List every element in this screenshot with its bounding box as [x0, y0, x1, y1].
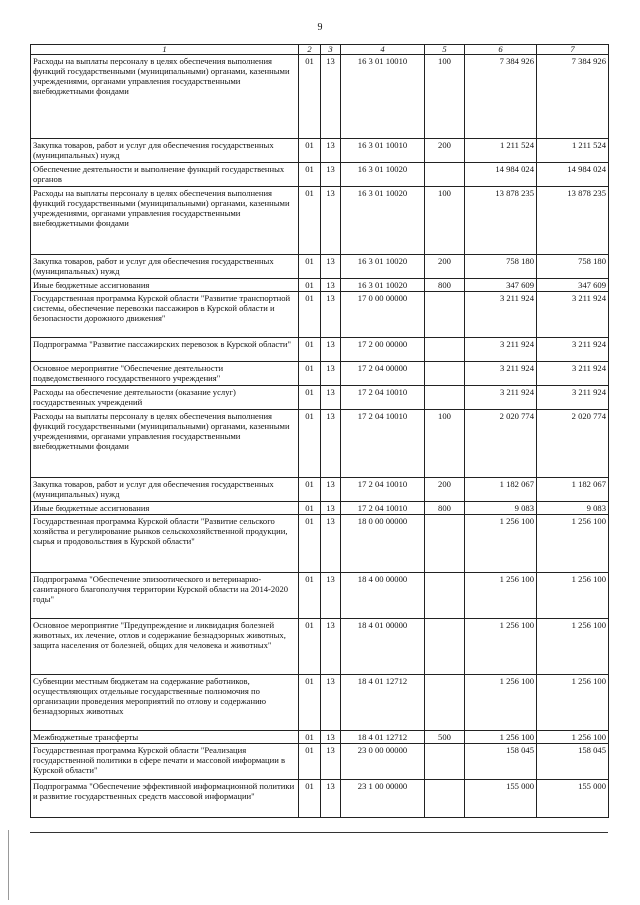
row-cell: 16 3 01 10010 — [341, 55, 425, 139]
table-row — [31, 139, 609, 163]
row-cell: 13 — [321, 386, 341, 410]
row-cell: 1 256 100 — [465, 515, 537, 573]
row-cell — [425, 675, 465, 731]
row-cell: 13 — [321, 292, 341, 338]
row-cell — [425, 515, 465, 573]
row-description: Расходы на выплаты персоналу в целях обеспечения выполнения функций государственными (муниципальными) органами, казенными учреждениями, органами управления государственными внебюджетными фондами — [31, 410, 299, 478]
row-description: Подпрограмма "Развитие пассажирских перевозок в Курской области" — [31, 338, 299, 362]
row-cell: 01 — [299, 731, 321, 744]
row-cell: 13 — [321, 675, 341, 731]
row-cell: 01 — [299, 744, 321, 780]
column-header: 3 — [321, 45, 341, 55]
row-cell: 14 984 024 — [465, 163, 537, 187]
table-row — [31, 478, 609, 502]
table-row — [31, 515, 609, 573]
row-cell: 01 — [299, 515, 321, 573]
row-cell: 13 — [321, 515, 341, 573]
column-header: 6 — [465, 45, 537, 55]
row-cell: 17 2 00 00000 — [341, 338, 425, 362]
row-description: Подпрограмма "Обеспечение эффективной информационной политики и развитие государственных средств массовой информации" — [31, 780, 299, 818]
row-cell: 1 256 100 — [537, 619, 609, 675]
row-cell: 3 211 924 — [465, 362, 537, 386]
row-cell: 200 — [425, 139, 465, 163]
row-cell: 13 — [321, 139, 341, 163]
row-cell: 01 — [299, 163, 321, 187]
row-cell: 347 609 — [537, 279, 609, 292]
table-row — [31, 573, 609, 619]
row-cell: 3 211 924 — [465, 386, 537, 410]
table-row — [31, 386, 609, 410]
row-cell: 16 3 01 10010 — [341, 139, 425, 163]
row-cell: 3 211 924 — [465, 292, 537, 338]
table-row — [31, 362, 609, 386]
row-cell: 3 211 924 — [537, 292, 609, 338]
row-cell: 13 — [321, 187, 341, 255]
table-row — [31, 163, 609, 187]
row-cell: 13 — [321, 573, 341, 619]
table-bottom-line — [30, 832, 608, 833]
row-cell: 7 384 926 — [465, 55, 537, 139]
row-cell — [425, 362, 465, 386]
row-cell: 500 — [425, 731, 465, 744]
row-cell: 01 — [299, 279, 321, 292]
row-cell: 800 — [425, 279, 465, 292]
row-cell: 18 4 01 12712 — [341, 675, 425, 731]
column-header: 1 — [31, 45, 299, 55]
row-cell: 16 3 01 10020 — [341, 279, 425, 292]
table-row — [31, 780, 609, 818]
table-row — [31, 502, 609, 515]
row-cell — [425, 163, 465, 187]
row-cell: 16 3 01 10020 — [341, 163, 425, 187]
row-cell: 100 — [425, 55, 465, 139]
row-cell: 9 083 — [537, 502, 609, 515]
table-row — [31, 675, 609, 731]
row-cell: 1 256 100 — [465, 675, 537, 731]
row-cell: 13 — [321, 338, 341, 362]
header-row — [31, 45, 609, 55]
row-cell: 01 — [299, 573, 321, 619]
row-cell: 18 4 00 00000 — [341, 573, 425, 619]
row-cell: 01 — [299, 255, 321, 279]
row-cell: 01 — [299, 139, 321, 163]
column-header: 5 — [425, 45, 465, 55]
row-cell: 16 3 01 10020 — [341, 187, 425, 255]
row-cell: 17 0 00 00000 — [341, 292, 425, 338]
row-cell: 155 000 — [465, 780, 537, 818]
row-description: Иные бюджетные ассигнования — [31, 279, 299, 292]
row-cell: 158 045 — [465, 744, 537, 780]
scan-edge-line — [8, 830, 9, 900]
row-cell: 13 — [321, 619, 341, 675]
row-cell: 18 4 01 12712 — [341, 731, 425, 744]
row-cell: 01 — [299, 780, 321, 818]
row-cell: 01 — [299, 338, 321, 362]
row-cell: 01 — [299, 478, 321, 502]
table-row — [31, 410, 609, 478]
row-cell: 1 256 100 — [537, 731, 609, 744]
row-cell — [425, 619, 465, 675]
row-description: Основное мероприятие "Обеспечение деятельности подведомственного государственного учреждения" — [31, 362, 299, 386]
row-cell: 7 384 926 — [537, 55, 609, 139]
table-row — [31, 255, 609, 279]
row-cell: 2 020 774 — [465, 410, 537, 478]
column-header: 4 — [341, 45, 425, 55]
row-cell: 17 2 04 10010 — [341, 386, 425, 410]
row-cell: 200 — [425, 478, 465, 502]
row-description: Субвенции местным бюджетам на содержание работников, осуществляющих отдельные государственные полномочия по организации проведения мероприятий по отлову и содержанию безнадзорных животных — [31, 675, 299, 731]
row-cell: 1 256 100 — [537, 675, 609, 731]
row-cell: 23 1 00 00000 — [341, 780, 425, 818]
row-cell: 01 — [299, 675, 321, 731]
row-cell: 13 — [321, 744, 341, 780]
row-cell: 17 2 04 00000 — [341, 362, 425, 386]
row-cell: 1 256 100 — [465, 619, 537, 675]
row-description: Государственная программа Курской области "Реализация государственной политики в сфере печати и массовой информации в Курской области" — [31, 744, 299, 780]
table-row — [31, 187, 609, 255]
row-cell: 13 — [321, 780, 341, 818]
row-description: Межбюджетные трансферты — [31, 731, 299, 744]
row-cell: 16 3 01 10020 — [341, 255, 425, 279]
row-cell: 800 — [425, 502, 465, 515]
row-cell: 14 984 024 — [537, 163, 609, 187]
row-cell: 18 0 00 00000 — [341, 515, 425, 573]
row-cell — [425, 744, 465, 780]
row-cell: 13 — [321, 55, 341, 139]
row-description: Расходы на выплаты персоналу в целях обеспечения выполнения функций государственными (муниципальными) органами, казенными учреждениями, органами управления государственными внебюджетными фондами — [31, 55, 299, 139]
table-row — [31, 338, 609, 362]
row-cell — [425, 573, 465, 619]
row-cell: 13 — [321, 731, 341, 744]
row-cell: 2 020 774 — [537, 410, 609, 478]
row-description: Основное мероприятие "Предупреждение и ликвидация болезней животных, их лечение, отлов и содержание безнадзорных животных, защита населения от болезней, общих для человека и животных" — [31, 619, 299, 675]
row-cell: 13 — [321, 163, 341, 187]
row-cell: 17 2 04 10010 — [341, 478, 425, 502]
row-cell: 17 2 04 10010 — [341, 502, 425, 515]
page-number: 9 — [317, 22, 323, 33]
row-cell: 758 180 — [465, 255, 537, 279]
row-cell: 3 211 924 — [465, 338, 537, 362]
row-cell: 01 — [299, 362, 321, 386]
row-cell: 1 256 100 — [537, 515, 609, 573]
row-description: Закупка товаров, работ и услуг для обеспечения государственных (муниципальных) нужд — [31, 139, 299, 163]
row-cell: 1 211 524 — [465, 139, 537, 163]
table-row — [31, 731, 609, 744]
row-description: Иные бюджетные ассигнования — [31, 502, 299, 515]
row-cell: 13 — [321, 410, 341, 478]
row-cell: 155 000 — [537, 780, 609, 818]
row-description: Расходы на обеспечение деятельности (оказание услуг) государственных учреждений — [31, 386, 299, 410]
row-description: Закупка товаров, работ и услуг для обеспечения государственных (муниципальных) нужд — [31, 478, 299, 502]
row-cell: 100 — [425, 410, 465, 478]
row-description: Государственная программа Курской области "Развитие сельского хозяйства и регулирование рынков сельскохозяйственной продукции, сырья и продовольствия в Курской области" — [31, 515, 299, 573]
table-row — [31, 619, 609, 675]
row-cell: 13 — [321, 478, 341, 502]
budget-table — [30, 44, 609, 818]
row-cell: 01 — [299, 386, 321, 410]
row-cell: 13 878 235 — [537, 187, 609, 255]
row-description: Обеспечение деятельности и выполнение функций государственных органов — [31, 163, 299, 187]
table-row — [31, 744, 609, 780]
row-cell — [425, 292, 465, 338]
row-cell: 1 256 100 — [537, 573, 609, 619]
row-cell: 13 — [321, 502, 341, 515]
row-cell: 23 0 00 00000 — [341, 744, 425, 780]
row-cell: 1 211 524 — [537, 139, 609, 163]
row-cell: 1 182 067 — [465, 478, 537, 502]
row-cell: 18 4 01 00000 — [341, 619, 425, 675]
row-cell: 13 — [321, 362, 341, 386]
row-cell: 01 — [299, 410, 321, 478]
row-cell: 100 — [425, 187, 465, 255]
row-cell: 1 256 100 — [465, 573, 537, 619]
row-cell: 01 — [299, 55, 321, 139]
row-cell: 9 083 — [465, 502, 537, 515]
table-row — [31, 55, 609, 139]
row-cell: 3 211 924 — [537, 386, 609, 410]
row-description: Подпрограмма "Обеспечение эпизоотического и ветеринарно-санитарного благополучия территории Курской области на 2014-2020 годы" — [31, 573, 299, 619]
row-cell: 01 — [299, 502, 321, 515]
row-cell: 200 — [425, 255, 465, 279]
table-row — [31, 292, 609, 338]
row-cell — [425, 338, 465, 362]
row-cell: 13 — [321, 279, 341, 292]
column-header: 7 — [537, 45, 609, 55]
row-cell: 347 609 — [465, 279, 537, 292]
column-header: 2 — [299, 45, 321, 55]
table-row — [31, 279, 609, 292]
row-cell: 01 — [299, 619, 321, 675]
row-cell: 13 — [321, 255, 341, 279]
row-cell: 3 211 924 — [537, 338, 609, 362]
row-cell: 1 256 100 — [465, 731, 537, 744]
row-cell: 01 — [299, 292, 321, 338]
row-cell: 758 180 — [537, 255, 609, 279]
row-cell — [425, 780, 465, 818]
row-description: Закупка товаров, работ и услуг для обеспечения государственных (муниципальных) нужд — [31, 255, 299, 279]
row-cell: 13 878 235 — [465, 187, 537, 255]
row-description: Расходы на выплаты персоналу в целях обеспечения выполнения функций государственными (муниципальными) органами, казенными учреждениями, органами управления государственными внебюджетными фондами — [31, 187, 299, 255]
row-cell: 01 — [299, 187, 321, 255]
row-cell: 17 2 04 10010 — [341, 410, 425, 478]
row-cell: 1 182 067 — [537, 478, 609, 502]
row-cell: 158 045 — [537, 744, 609, 780]
row-description: Государственная программа Курской области "Развитие транспортной системы, обеспечение перевозки пассажиров в Курской области и безопасности дорожного движения" — [31, 292, 299, 338]
row-cell — [425, 386, 465, 410]
row-cell: 3 211 924 — [537, 362, 609, 386]
